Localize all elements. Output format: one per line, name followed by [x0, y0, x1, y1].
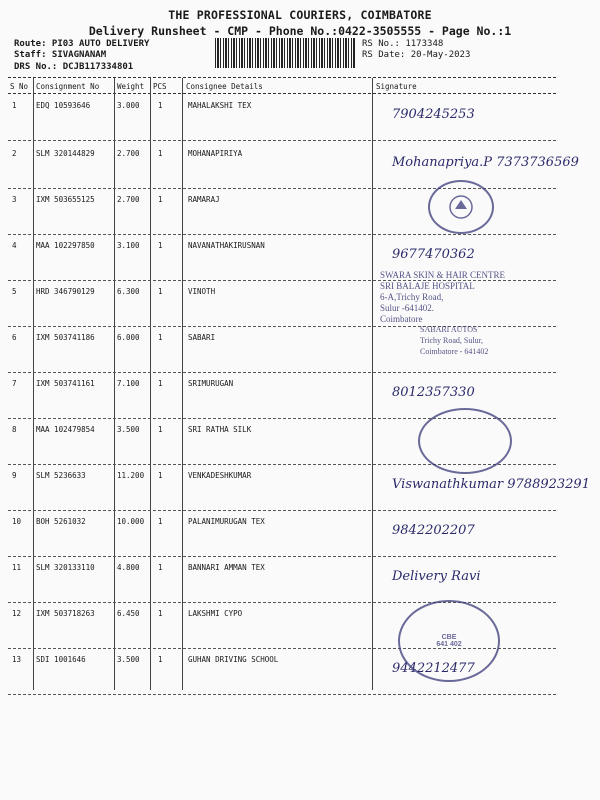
row-signature: Viswanathkumar 9788923291 [392, 477, 590, 492]
row-separator [8, 694, 556, 695]
row-weight: 6.000 [117, 333, 140, 342]
row-weight: 7.100 [117, 379, 140, 388]
row-weight: 3.100 [117, 241, 140, 250]
barcode [215, 38, 355, 68]
row-separator [8, 234, 556, 235]
col-divider [182, 78, 183, 690]
col-divider [114, 78, 115, 690]
seal-emblem-icon [446, 192, 476, 222]
header-rule-bottom [8, 93, 556, 94]
row-consignment-no: SLM 5236633 [36, 471, 86, 480]
row-separator [8, 602, 556, 603]
row-consignee: SRIMURUGAN [188, 379, 234, 388]
row-weight: 2.700 [117, 195, 140, 204]
row-weight: 11.200 [117, 471, 145, 480]
row-pcs: 1 [158, 425, 163, 434]
row-consignee: RAMARAJ [188, 195, 220, 204]
row-sno: 9 [12, 471, 17, 480]
row-signature: 9677470362 [392, 247, 475, 262]
row-pcs: 1 [158, 379, 163, 388]
row-weight: 10.000 [117, 517, 145, 526]
row-signature: Mohanapriya.P 7373736569 [392, 155, 579, 170]
row-separator [8, 372, 556, 373]
row-sno: 10 [12, 517, 22, 526]
cotton-seal-stamp [428, 180, 494, 234]
row-consignee: NAVANATHAKIRUSNAN [188, 241, 265, 250]
row-consignment-no: SDI 1001646 [36, 655, 86, 664]
row-sno: 2 [12, 149, 17, 158]
row-signature: 9442212477 [392, 661, 475, 676]
signature-seal-stamp [418, 408, 512, 474]
drs-label: DRS No.: DCJB117334801 [14, 62, 134, 72]
row-consignee: MOHANAPIRIYA [188, 149, 243, 158]
row-signature: 7904245253 [392, 107, 475, 122]
row-pcs: 1 [158, 333, 163, 342]
rs-date: RS Date: 20-May-2023 [362, 50, 471, 60]
row-weight: 6.300 [117, 287, 140, 296]
row-sno: 12 [12, 609, 22, 618]
row-sno: 7 [12, 379, 17, 388]
row-pcs: 1 [158, 241, 163, 250]
row-consignment-no: IXM 503741186 [36, 333, 95, 342]
row-consignment-no: IXM 503718263 [36, 609, 95, 618]
row-consignment-no: IXM 503655125 [36, 195, 95, 204]
row-sno: 8 [12, 425, 17, 434]
col-divider [372, 78, 373, 690]
hospital-stamp-text: SWARA SKIN & HAIR CENTRE SRI BALAJE HOSPITAL 6-A,Trichy Road, Sulur -641402. Coimbatore [380, 270, 506, 324]
row-separator [8, 140, 556, 141]
row-consignee: VENKADESHKUMAR [188, 471, 252, 480]
cypo-seal-stamp [398, 600, 500, 682]
row-sno: 1 [12, 101, 17, 110]
row-weight: 4.800 [117, 563, 140, 572]
company-title: THE PROFESSIONAL COURIERS, COIMBATORE [168, 8, 432, 22]
row-consignee: SABARI [188, 333, 216, 342]
row-pcs: 1 [158, 195, 163, 204]
row-sno: 6 [12, 333, 17, 342]
row-pcs: 1 [158, 609, 163, 618]
staff-label: Staff: SIVAGNANAM [14, 50, 107, 60]
row-sno: 11 [12, 563, 22, 572]
row-weight: 6.450 [117, 609, 140, 618]
row-pcs: 1 [158, 471, 163, 480]
row-pcs: 1 [158, 101, 163, 110]
row-consignee: PALANIMURUGAN TEX [188, 517, 265, 526]
row-separator [8, 510, 556, 511]
runsheet-title: Delivery Runsheet - CMP - Phone No.:0422-3505555 - Page No.:1 [88, 24, 512, 38]
row-consignee: LAKSHMI CYPO [188, 609, 243, 618]
row-weight: 2.700 [117, 149, 140, 158]
row-consignment-no: HRD 346790129 [36, 287, 95, 296]
row-consignment-no: IXM 503741161 [36, 379, 95, 388]
col-header-pcs: PCS [153, 82, 167, 91]
col-header-consignment: Consignment No [36, 82, 100, 91]
route-label: Route: PI03 AUTO DELIVERY [14, 39, 150, 49]
row-sno: 5 [12, 287, 17, 296]
row-consignment-no: EDQ 10593646 [36, 101, 91, 110]
row-pcs: 1 [158, 287, 163, 296]
row-sno: 13 [12, 655, 22, 664]
row-consignee: MAHALAKSHI TEX [188, 101, 252, 110]
row-pcs: 1 [158, 655, 163, 664]
col-header-weight: Weight [117, 82, 145, 91]
col-divider [33, 78, 34, 690]
row-pcs: 1 [158, 149, 163, 158]
rs-number: RS No.: 1173348 [362, 39, 444, 49]
row-consignment-no: MAA 102297850 [36, 241, 95, 250]
row-weight: 3.000 [117, 101, 140, 110]
row-consignment-no: MAA 102479854 [36, 425, 95, 434]
row-signature: 8012357330 [392, 385, 475, 400]
row-pcs: 1 [158, 563, 163, 572]
row-consignee: GUHAN DRIVING SCHOOL [188, 655, 279, 664]
row-weight: 3.500 [117, 425, 140, 434]
row-consignee: SRI RATHA SILK [188, 425, 252, 434]
row-consignee: BANNARI AMMAN TEX [188, 563, 265, 572]
row-consignment-no: SLM 320144829 [36, 149, 95, 158]
row-consignee: VINOTH [188, 287, 216, 296]
autos-stamp [420, 324, 560, 357]
col-header-signature: Signature [376, 82, 417, 91]
row-separator [8, 556, 556, 557]
row-weight: 3.500 [117, 655, 140, 664]
row-signature: Delivery Ravi [392, 569, 481, 584]
row-consignment-no: BOH 5261032 [36, 517, 86, 526]
col-divider [150, 78, 151, 690]
autos-stamp-text: SABARI AUTOS Trichy Road, Sulur, Coimbatore - 641402 [420, 325, 489, 356]
header-rule-top [8, 77, 556, 78]
row-consignment-no: SLM 320133110 [36, 563, 95, 572]
row-signature: 9842202207 [392, 523, 475, 538]
row-pcs: 1 [158, 517, 163, 526]
col-header-consignee: Consignee Details [186, 82, 263, 91]
cypo-stamp-text: CBE 641 402 [436, 634, 462, 648]
hospital-stamp [380, 270, 560, 325]
row-sno: 4 [12, 241, 17, 250]
col-header-sno: S No [10, 82, 29, 91]
row-sno: 3 [12, 195, 17, 204]
